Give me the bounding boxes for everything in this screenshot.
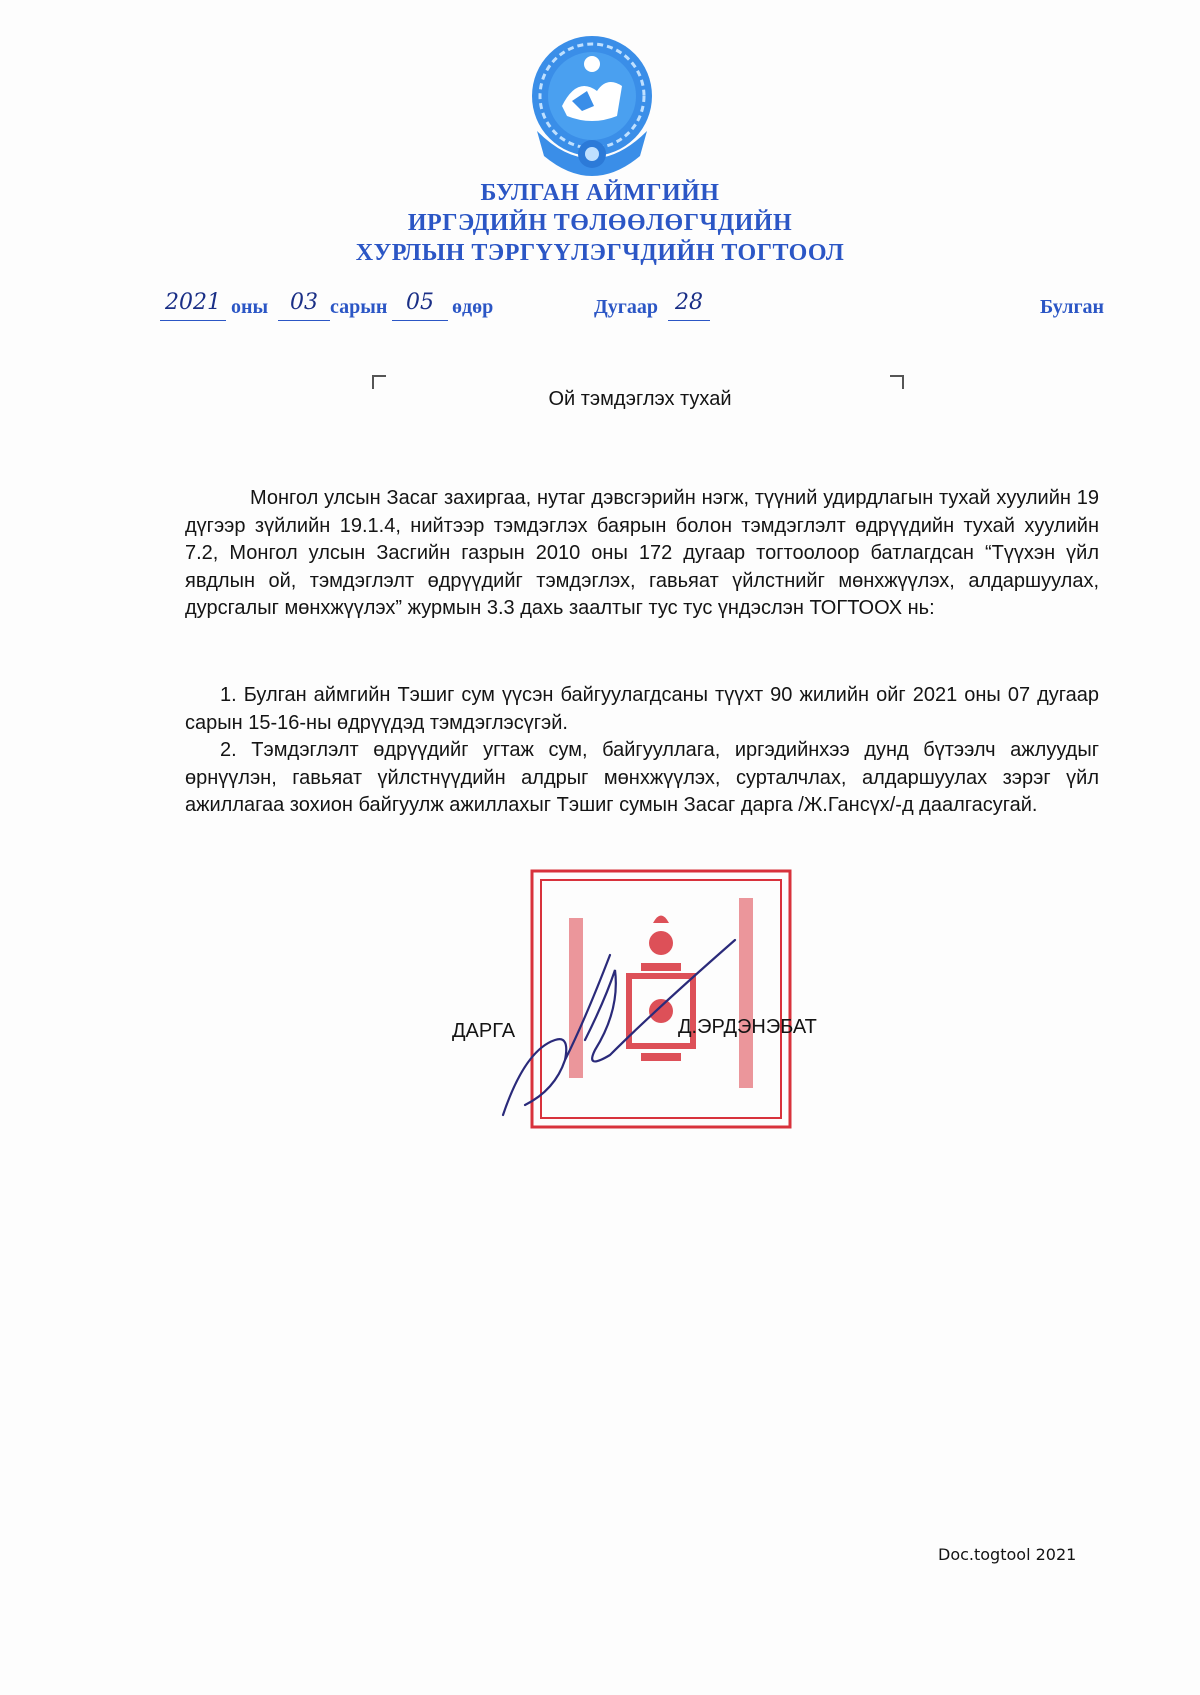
- number-label: Дугаар: [594, 296, 658, 318]
- org-title-line3: ХУРЛЫН ТЭРГҮҮЛЭГЧДИЙН ТОГТООЛ: [355, 240, 845, 266]
- org-title-line2: ИРГЭДИЙН ТӨЛӨӨЛӨГЧДИЙН: [407, 210, 793, 236]
- subject-corner-left: [372, 375, 386, 389]
- subject-corner-right: [890, 375, 904, 389]
- handwritten-day: 05: [406, 290, 434, 315]
- footer-doc-code: Doc.togtool 2021: [938, 1545, 1077, 1564]
- month-underline: [278, 320, 330, 321]
- decision-item-2: 2. Тэмдэглэлт өдрүүдийг угтаж сум, байгууллага, иргэдийнхээ дунд бүтээлч ажлуудыг өрнүүлэн, гавьяат үйлстнүүдийн алдрыг мөнхжүүлэх, сурталчлах, алдаршуулах зэрэг үйл ажиллагаа зохион байгуулж ажиллахыг Тэшиг сумын Засаг дарга /Ж.Гансүх/-д даалгасугай.: [185, 739, 1099, 816]
- place: Булган: [1040, 296, 1105, 318]
- handwritten-month: 03: [290, 290, 318, 315]
- subject-title: Ой тэмдэглэх тухай: [548, 388, 732, 410]
- signatory-name: Д.ЭРДЭНЭБАТ: [678, 1016, 817, 1038]
- year-label: оны: [231, 296, 269, 318]
- day-label: өдөр: [452, 296, 494, 318]
- year-underline: [160, 320, 226, 321]
- org-title-line1: БУЛГАН АЙМГИЙН: [480, 180, 720, 206]
- month-label: сарын: [330, 296, 388, 318]
- decision-item-1: 1. Булган аймгийн Тэшиг сум үүсэн байгуулагдсаны түүхт 90 жилийн ойг 2021 оны 07 дугаар сарын 15-16-ны өдрүүдэд тэмдэглэсүгэй.: [185, 684, 1099, 734]
- signatory-title: ДАРГА: [452, 1020, 516, 1042]
- handwritten-year: 2021: [165, 290, 221, 315]
- number-underline: [668, 320, 710, 321]
- mongolia-state-emblem-icon: [522, 36, 662, 186]
- day-underline: [392, 320, 448, 321]
- preamble-paragraph: Монгол улсын Засаг захиргаа, нутаг дэвсгэрийн нэгж, түүний удирдлагын тухай хуулийн 19 дүгээр зүйлийн 19.1.4, нийтээр тэмдэглэх баярын болон тэмдэглэлт өдрүүдийн тухай хуулийн 7.2, Монгол улсын Засгийн газрын 2010 оны 172 дугаар тогтоолоор батлагдсан “Түүхэн үйл явдлын ой, тэмдэглэлт өдрүүдийг тэмдэглэх, гавьяат үйлстнийг мөнхжүүлэх, алдаршуулах, дурсгалыг мөнхжүүлэх” журмын 3.3 дахь заалтыг тус тус үндэслэн ТОГТООХ нь:: [185, 487, 1099, 619]
- handwritten-number: 28: [675, 290, 703, 315]
- handwritten-signature: [495, 930, 755, 1130]
